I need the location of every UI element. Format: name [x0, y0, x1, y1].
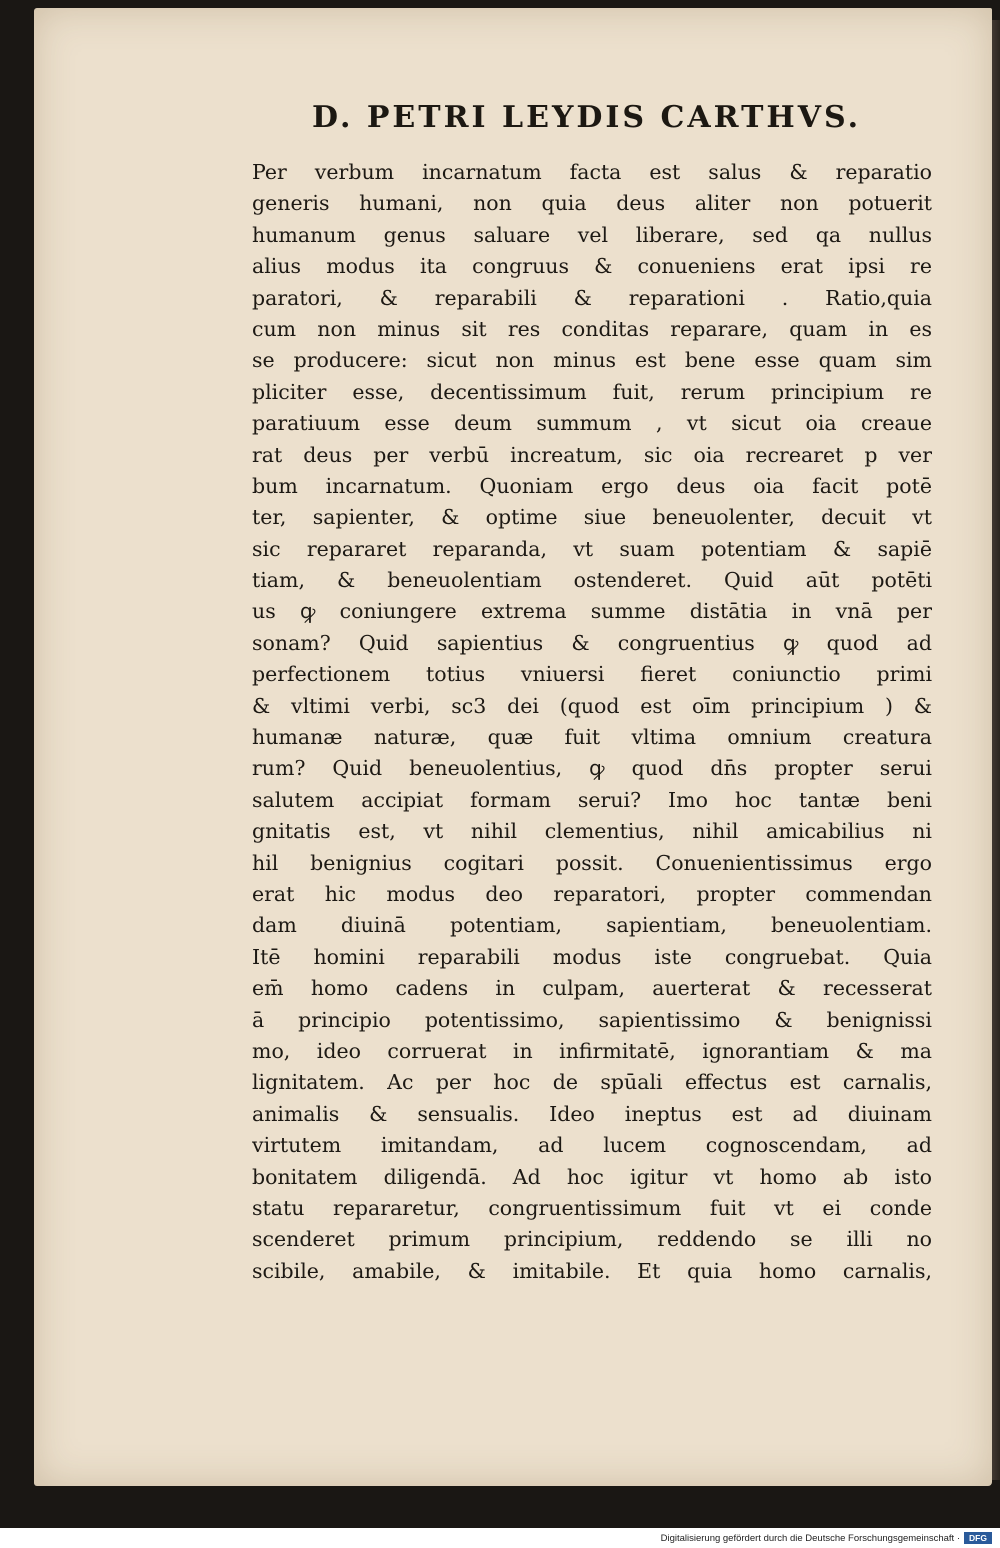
text-line: erat hic modus deo reparatori, propter commendan [252, 881, 932, 906]
text-line: rat deus per verbū increatum, sic oia recrearet p ver [252, 442, 932, 467]
text-line: perfectionem totius vniuersi fieret coniunctio primi [252, 662, 932, 687]
text-line: dam diuinā potentiam, sapientiam, beneuolentiam. [252, 913, 932, 938]
text-line: alius modus ita congruus & conueniens erat ipsi re [252, 254, 932, 279]
text-line: em̄ homo cadens in culpam, auerterat & recesserat [252, 976, 932, 1001]
text-line: pliciter esse, decentissimum fuit, rerum principium re [252, 379, 932, 404]
text-line: ā principio potentissimo, sapientissimo & benignissi [252, 1007, 932, 1032]
text-line: cum non minus sit res conditas reparare, quam in es [252, 316, 932, 341]
text-line: animalis & sensualis. Ideo ineptus est ad diuinam [252, 1101, 932, 1126]
text-line: lignitatem. Ac per hoc de spūali effectus est carnalis, [252, 1070, 932, 1095]
text-line: rum? Quid beneuolentius, ꝙ quod dn̄s propter serui [252, 756, 932, 781]
text-line: ter, sapienter, & optime siue beneuolenter, decuit vt [252, 505, 932, 530]
text-line: paratori, & reparabili & reparationi . Ratio,quia [252, 285, 932, 310]
text-line: virtutem imitandam, ad lucem cognoscendam, ad [252, 1133, 932, 1158]
text-line: generis humani, non quia deus aliter non potuerit [252, 191, 932, 216]
funding-credit: Digitalisierung gefördert durch die Deutsche Forschungsgemeinschaft · [660, 1533, 960, 1544]
text-line: humanæ naturæ, quæ fuit vltima omnium creatura [252, 725, 932, 750]
text-line: statu repararetur, congruentissimum fuit vt ei conde [252, 1195, 932, 1220]
text-line: sonam? Quid sapientius & congruentius ꝙ quod ad [252, 630, 932, 655]
text-line: & vltimi verbi, sc3 dei (quod est oīm principium ) & [252, 693, 932, 718]
text-line: bum incarnatum. Quoniam ergo deus oia facit potē [252, 473, 932, 498]
running-head: D. PETRI LEYDIS CARTHVS. [312, 100, 862, 135]
body-text [252, 157, 932, 1287]
text-line: tiam, & beneuolentiam ostenderet. Quid aūt potēti [252, 568, 932, 593]
text-line: gnitatis est, vt nihil clementius, nihil amicabilius ni [252, 819, 932, 844]
text-line: se producere: sicut non minus est bene esse quam sim [252, 348, 932, 373]
text-line: humanum genus saluare vel liberare, sed qa nullus [252, 222, 932, 247]
text-line: salutem accipiat formam serui? Imo hoc tantæ beni [252, 787, 932, 812]
text-line: scibile, amabile, & imitabile. Et quia homo carnalis, [252, 1258, 932, 1283]
text-line: bonitatem diligendā. Ad hoc igitur vt homo ab isto [252, 1164, 932, 1189]
text-line: hil benignius cogitari possit. Conuenientissimus ergo [252, 850, 932, 875]
dfg-logo: DFG [964, 1532, 992, 1544]
text-line: us ꝙ coniungere extrema summe distātia in vnā per [252, 599, 932, 624]
text-line: sic repararet reparanda, vt suam potentiam & sapiē [252, 536, 932, 561]
text-line: mo, ideo corruerat in infirmitatē, ignorantiam & ma [252, 1038, 932, 1063]
text-line: Per verbum incarnatum facta est salus & reparatio [252, 160, 932, 184]
text-line: Itē homini reparabili modus iste congruebat. Quia [252, 944, 932, 969]
text-line: paratiuum esse deum summum , vt sicut oia creaue [252, 411, 932, 436]
text-line: scenderet primum principium, reddendo se illi no [252, 1227, 932, 1252]
